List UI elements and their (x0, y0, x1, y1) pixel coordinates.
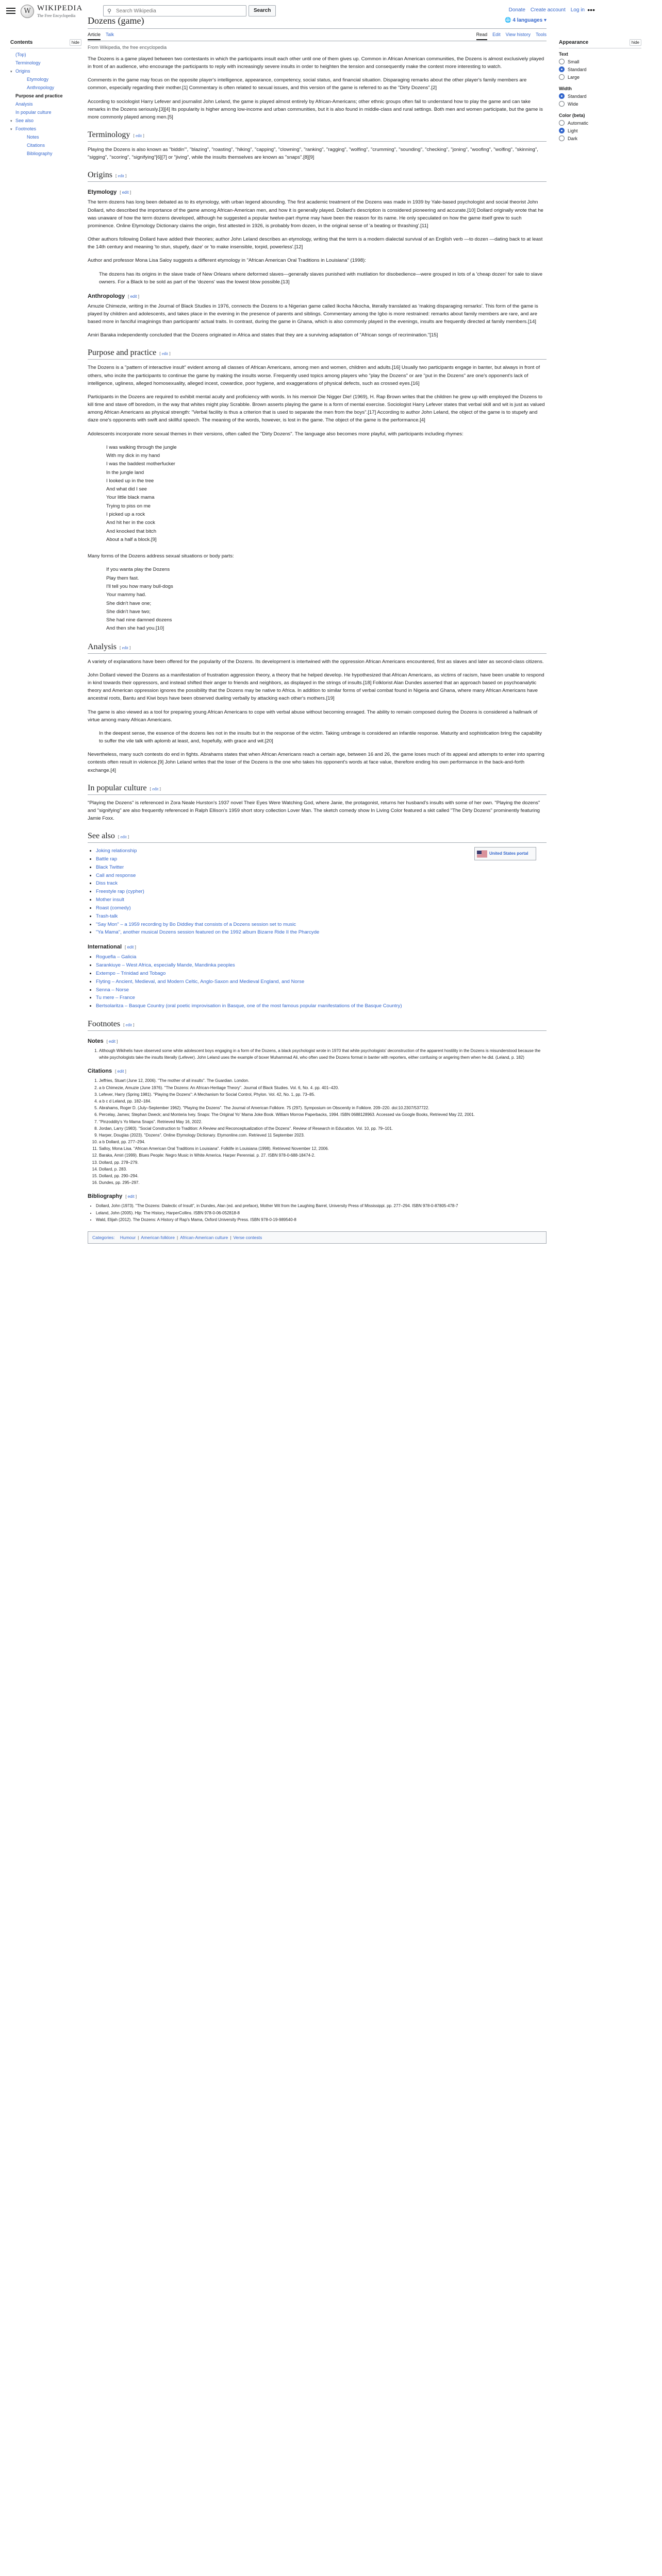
citations-heading (88, 1068, 547, 1074)
see-also-link[interactable]: Joking relationship (96, 848, 137, 854)
edit-link[interactable]: [ edit ] (120, 190, 131, 195)
color-radio[interactable] (559, 135, 565, 141)
international-link[interactable]: Extempo – Trinidad and Tobago (96, 970, 166, 976)
rhyme-block (106, 566, 547, 633)
subsection-title: Citations (88, 1068, 112, 1075)
see-also-link[interactable]: Roast (comedy) (96, 905, 131, 911)
toc-hide-button[interactable]: hide (70, 39, 81, 46)
category-separator: | (176, 1234, 178, 1240)
international-item (96, 978, 547, 986)
category-link[interactable]: African-American culture (180, 1234, 228, 1240)
anthropology-paragraph: Amuzie Chimezie, writing in the Journal of Black Studies in 1976, connects the Dozens to a Nigerian game called Ikocha Nkocha, literally translated as 'making disparaging remarks'. This form of the game is played by children and adolescents, and takes place in the evening in the presence of parents and siblings. Commentary among the Igbo is more restrained: remarks about family members are rare, and are based more in fanciful imaginings than participants' actual traits. In contrast, during the game in Ghana, which is also commonly played in the evenings, insults are frequently directed at family members.[14] (88, 303, 538, 325)
rhyme-block (106, 444, 547, 545)
from-wikipedia: From Wikipedia, the free encyclopedia (88, 45, 167, 50)
toc-item-label: Citations (27, 143, 45, 148)
subsection-title: International (88, 944, 122, 951)
text-size-radio[interactable] (559, 66, 565, 72)
width-option-label: Standard (568, 93, 587, 99)
site-tagline: The Free Encyclopedia (37, 13, 76, 18)
personal-link[interactable]: Create account (530, 7, 566, 13)
international-item (96, 1002, 547, 1010)
see-also-item (96, 896, 319, 904)
citation-item: 9. Harper, Douglas (2023). "Dozens". Online Etymology Dictionary. Etymonline.com. Retrieved 11 September 2023. (99, 1132, 547, 1139)
toc-item-label: Bibliography (27, 151, 53, 156)
toc-item-label: Etymology (27, 77, 49, 82)
section-heading-origins (88, 171, 547, 182)
toc-item-label: Purpose and practice (15, 93, 63, 98)
see-also-link[interactable]: "Say Mon" – a 1959 recording by Bo Diddley that consists of a Dozens session set to music (96, 921, 296, 927)
section-title: Terminology (88, 130, 130, 140)
color-option-label: Automatic (568, 120, 589, 126)
toc-item-label: (Top) (15, 52, 26, 57)
width-radio[interactable] (559, 101, 565, 107)
portal-link[interactable]: United States portal (489, 851, 528, 856)
international-item (96, 961, 547, 970)
see-also-item (96, 928, 319, 937)
bibliography-item: • Wald, Elijah (2012). The Dozens: A History of Rap's Mama, Oxford University Press. ISBN 978-0-19-989540-8 (96, 1216, 547, 1223)
section-title: Purpose and practice (88, 348, 157, 358)
rhyme-line: If you wanta play the Dozens (106, 567, 170, 573)
intro-paragraph: Comments in the game may focus on the opposite player's intelligence, appearance, competency, social status, and financial situation. Disparaging remarks about the other player's family members are common, especially regarding their mother.[1] Commentary is often related to sexual issues, and this version of the game is referred to as the "Dirty Dozens".[2] (88, 77, 527, 91)
rhyme-line: I was walking through the jungle (106, 444, 177, 450)
citation-item: 8. Jordan, Larry (1983). "Social Construction to Tradition: A Review and Reconceptualization of the Dozens". Review of Research in Education. Vol. 10, pp. 79–101. (99, 1125, 547, 1132)
subsection-heading-anthropology (88, 293, 547, 299)
citation-item: 16. Dundes, pp. 295–297. (99, 1179, 547, 1186)
see-also-item (96, 912, 319, 921)
international-link[interactable]: Tu mere – France (96, 995, 135, 1001)
analysis-paragraph: A variety of explanations have been offered for the popularity of the Dozens. Its development is intertwined with the oppression African Americans encountered, first as slaves and later as second-class citizens. (88, 658, 544, 665)
site-name: WIKIPEDIA (37, 4, 83, 12)
color-option-label: Dark (568, 135, 578, 141)
citation-item: 5. Abrahams, Roger D. (July–September 1962). "Playing the Dozens". The Journal of American Folklore. 75 (297). Symposium on Obscenity in Folklore. 209–220. doi:10.2307/537722. (99, 1105, 547, 1111)
toc-item-label: Terminology (15, 60, 41, 65)
citation-item: 4. a b c d Leland, pp. 182–184. (99, 1098, 547, 1105)
tab-edit[interactable]: Edit (492, 32, 501, 37)
text-size-radio[interactable] (559, 59, 565, 64)
section-heading-see-also (88, 832, 547, 843)
text-size-option[interactable] (559, 59, 641, 64)
category-separator: | (230, 1234, 231, 1240)
citation-item: 14. Dollard, p. 283. (99, 1166, 547, 1173)
personal-link[interactable]: Log in (570, 7, 585, 13)
edit-link[interactable]: [ edit ] (123, 1023, 135, 1028)
section-heading-purpose (88, 348, 547, 360)
citation-item: 2. a b Chimezie, Amuzie (June 1976). "The Dozens: An African-Heritage Theory". Journal of Black Studies. Vol. 6, No. 4. pp. 401–420. (99, 1084, 547, 1091)
toc-item[interactable] (10, 108, 81, 116)
toc-item-label: Origins (15, 69, 30, 74)
tab-tools[interactable]: Tools (535, 32, 547, 37)
section-title: In popular culture (88, 783, 147, 792)
section-title: Origins (88, 171, 112, 180)
search-icon: ⚲ (107, 8, 112, 14)
color-option[interactable] (559, 120, 641, 126)
analysis-quote: In the deepest sense, the essence of the dozens lies not in the insults but in the response of the victim. Taking umbrage is considered an infantile response. Maturity and sophistication bring the capability to suffer the vile talk with aplomb at least, and, hopefully, with grace and wit.[20] (99, 730, 542, 744)
subsection-title: Bibliography (88, 1193, 123, 1200)
language-button[interactable]: 🌐 4 languages ▾ (505, 18, 547, 23)
chevron-down-icon[interactable]: ▾ (10, 120, 12, 123)
chevron-down-icon[interactable]: ▾ (10, 70, 12, 74)
citation-item: 3. Lefever, Harry (Spring 1981). "Playing the Dozens": A Mechanism for Social Control, Phylon. Vol. 42, No. 1, pp. 73–85. (99, 1091, 547, 1098)
edit-link[interactable]: [ edit ] (125, 1194, 137, 1199)
citation-item: 13. Dollard, pp. 278–279. (99, 1159, 547, 1166)
category-separator: | (138, 1234, 139, 1240)
see-also-link[interactable]: Call and response (96, 872, 136, 878)
purpose-paragraph: Many forms of the Dozens address sexual situations or body parts: (88, 553, 234, 560)
citation-item: 12. Baraka, Amiri (1999). Blues People: Negro Music in White America. Harper Perennial. p. 27. ISBN 978-0-688-18474-2. (99, 1152, 547, 1159)
rhyme-line: And knocked that bitch (106, 528, 157, 534)
categories-label[interactable]: Categories: (92, 1234, 115, 1240)
see-also-link[interactable]: "Ya Mama", another musical Dozens session featured on the 1992 album Bizarre Ride II the Pharcyde (96, 929, 320, 936)
section-title: Footnotes (88, 1020, 121, 1029)
toc-item[interactable] (10, 75, 81, 83)
chevron-down-icon[interactable]: ▾ (10, 128, 12, 131)
toc-item[interactable] (10, 133, 81, 141)
see-also-link[interactable]: Freestyle rap (cypher) (96, 889, 144, 895)
edit-link[interactable]: [ edit ] (115, 1069, 126, 1074)
see-also-link[interactable]: Black Twitter (96, 864, 124, 870)
toc-item[interactable] (10, 83, 81, 92)
bibliography-list (88, 1202, 547, 1223)
rhyme-line: She had nine damned dozens (106, 617, 172, 623)
main-menu-button[interactable] (6, 6, 15, 14)
see-also-item (96, 921, 319, 929)
see-also-item (96, 888, 319, 896)
citation-item: 10. a b Dollard, pp. 277–294. (99, 1139, 547, 1145)
international-item (96, 953, 547, 961)
rhyme-line: I was the baddest motherfucker (106, 461, 175, 467)
section-heading-footnotes (88, 1020, 547, 1031)
width-option[interactable] (559, 101, 641, 107)
toc-item-label: Footnotes (15, 126, 37, 131)
see-also-item (96, 879, 319, 888)
see-also-link[interactable]: Battle rap (96, 856, 118, 862)
edit-link[interactable]: [ edit ] (120, 645, 131, 650)
subsection-heading-etymology (88, 189, 547, 195)
section-heading-analysis (88, 642, 547, 654)
see-also-link[interactable]: Trash-talk (96, 913, 118, 919)
toc-item[interactable] (10, 149, 81, 158)
bibliography-heading (88, 1193, 547, 1199)
rhyme-line: And then she had you.[10] (106, 625, 164, 632)
notes-list (88, 1047, 547, 1061)
color-label: Color (beta) (559, 113, 585, 118)
category-box (88, 1231, 547, 1244)
rhyme-line: I'll tell you how many bull-dogs (106, 584, 173, 589)
section-heading-popular-culture (88, 784, 547, 795)
appearance-title: Appearance (559, 40, 589, 45)
anthropology-paragraph: Amiri Baraka independently concluded that the Dozens originated in Africa and states that they are a surviving adaptation of "African songs of recrimination."[15] (88, 332, 438, 338)
personal-tools (509, 7, 585, 13)
site-logo[interactable] (21, 4, 82, 18)
color-group (559, 113, 641, 141)
category-link[interactable]: Verse contests (233, 1234, 262, 1240)
toc-item[interactable] (10, 116, 81, 125)
etymology-paragraph: The term dozens has long been debated as to its etymology, with urban legend abounding. The first academic treatment of the Dozens was made in 1939 by Yale-based psychologist and social theorist John Dollard, who described the importance of the game among African-American men, and how it is generally played. Dollard's description is considered pioneering and accurate.[10] Dollard originally wrote that he was unaware of how the term dozens developed, although he suggested a popular twelve-part rhyme may have been the reason for its name. He only speculated on how the game itself grew to such prominence. Online Etymology Dictionary claims the origin, first attested in 1926, is probably from dozen, in the original sense of 'a beating or thrashing'.[11] (88, 199, 543, 229)
international-link[interactable]: Roguefla – Galicia (96, 954, 137, 960)
article-body (88, 55, 547, 1244)
edit-link[interactable]: [ edit ] (106, 1039, 118, 1044)
page-title: Dozens (game) (88, 15, 144, 26)
international-item (96, 970, 547, 978)
color-radio[interactable] (559, 120, 565, 126)
rhyme-line: I picked up a rock (106, 512, 145, 518)
citation-item: 6. Percelay, James; Stephan Dweck; and Monteria Ivey. Snaps: The Original Yo' Mama Joke Book. William Morrow Paperbacks, 1994. ISBN 0688128963. Accessed via Google Books, Retrieved May 22, 2001. (99, 1111, 547, 1118)
rhyme-line: She didn't have one; (106, 600, 152, 606)
citation-item: 1. Jeffries, Stuart (June 12, 2006). "The mother of all insults". The Guardian. London. (99, 1077, 547, 1084)
more-options-icon[interactable]: ••• (587, 6, 595, 14)
toc-item-label: See also (15, 118, 34, 123)
rhyme-line: About a half a block.[9] (106, 536, 157, 543)
width-group (559, 86, 641, 107)
see-also-link[interactable]: Mother insult (96, 897, 124, 903)
see-also-item (96, 847, 319, 855)
toc-item[interactable] (10, 67, 81, 75)
see-also-item (96, 855, 319, 863)
toc-item[interactable] (10, 100, 81, 108)
international-item (96, 994, 547, 1002)
citation-item: 7. "Pinzoddity's Yo Mama Snaps". Retrieved May 16, 2022. (99, 1118, 547, 1125)
width-label: Width (559, 86, 572, 91)
toc-item-label: Analysis (15, 101, 33, 107)
international-list (88, 953, 547, 1010)
toc-item[interactable] (10, 50, 81, 59)
toc-item[interactable] (10, 59, 81, 67)
etymology-quote: The dozens has its origins in the slave trade of New Orleans where deformed slaves—generally slaves punished with mutilation for disobedience—were grouped in lots of a 'cheap dozen' for sale to slave owners. For a Black to be sold as part of the 'dozens' was the lowest blow possible.[13] (99, 271, 543, 285)
purpose-paragraph: Adolescents incorporate more sexual themes in their versions, often called the "Dirty Dozens". The language also becomes more playful, with participants including rhymes: (88, 431, 464, 437)
popular-culture-paragraph: "Playing the Dozens" is referenced in Zora Neale Hurston's 1937 novel Their Eyes Were Watching God, where Janie, the protagonist, returns her husband's insults with some of her own. "Playing the dozens" and "signifying" are also frequently referenced in Ralph Ellison's 1959 short story collection Lover Man. The sketch comedy show In Living Color featured a skit called "The Dirty Dozens" prominently featuring Jamie Foxx. (88, 800, 540, 821)
intro-paragraph: The Dozens is a game played between two contestants in which the participants insult each other until one of them gives up. Common in African American communities, the Dozens is almost exclusively played in front of an audience, who encourage the participants to reply with increasingly severe insults in order to heighten the tension and consequently make the contest more interesting to watch. (88, 56, 544, 70)
rhyme-line: Your mammy had. (106, 592, 146, 598)
language-count: 4 languages (512, 18, 543, 23)
purpose-paragraph: Participants in the Dozens are required to exhibit mental acuity and proficiency with words. In his memoir Die Nigger Die! (1969), H. Rap Brown writes that the children he grew up with employed the Dozens to kill time and stave off boredom, in the way that whites might play Scrabble. Brown asserts playing the game is a form of mental exercise. Sociologist Harry Lefever states that verbal skill and wit is just as valued among African Americans as physical strength: "Verbal facility is thus a criterion that is used to separate the men from the boys".[17] According to author John Leland, the object of the game is to stupefy and daze one's opponents with swift and skillful speech. The meaning of the words, however, is lost in the game. The object of the game is the performance.[4] (88, 394, 545, 423)
see-also-item (96, 872, 319, 880)
width-radio[interactable] (559, 93, 565, 99)
text-size-option[interactable] (559, 66, 641, 72)
rhyme-line: With my dick in my hand (106, 452, 160, 459)
international-link[interactable]: Senna – Norse (96, 987, 129, 993)
toc-item[interactable] (10, 92, 81, 100)
color-option[interactable] (559, 128, 641, 133)
section-title: Analysis (88, 642, 117, 651)
page-tabs (88, 29, 547, 41)
international-link[interactable]: Sarankiuye – West Africa, especially Mande, Mandinka peoples (96, 962, 235, 969)
wikipedia-globe-icon: W (21, 5, 34, 18)
rhyme-line: Your little black mama (106, 495, 155, 501)
rhyme-line: In the jungle land (106, 469, 144, 476)
tab-read[interactable]: Read (476, 32, 488, 40)
search-button[interactable]: Search (249, 5, 276, 16)
toc-item[interactable] (10, 141, 81, 149)
text-size-label: Text (559, 52, 568, 57)
citation-item: 15. Dollard, pp. 290–294. (99, 1173, 547, 1179)
edit-link[interactable]: [ edit ] (118, 835, 129, 840)
personal-link[interactable]: Donate (508, 7, 525, 13)
edit-link[interactable]: [ edit ] (115, 174, 127, 179)
intro-paragraph: According to sociologist Harry Lefever and journalist John Leland, the game is played almost entirely by African-Americans; other ethnic groups often fail to understand how to play the game and can take remarks in the Dozens seriously.[3][4] Its popularity is higher among low-income and urban communities, but it is also found in middle-class and rural settings. Both men and women participate, but the game is more commonly played among men.[5] (88, 98, 543, 120)
rhyme-line: And what did I see (106, 486, 147, 493)
category-link[interactable]: American folklore (141, 1234, 175, 1240)
analysis-paragraph: Nevertheless, many such contests do end in fights. Abrahams states that when African Americans reach a certain age, between 16 and 26, the game loses much of its appeal and attempts to enter into sparring contests often result in violence.[9] John Leland writes that the loser of the Dozens is the one who takes his opponent's words at face value, therefore ending his own performance in the back-and-forth exchange.[4] (88, 752, 544, 773)
see-also-item (96, 904, 319, 912)
edit-link[interactable]: [ edit ] (125, 945, 136, 950)
us-flag-icon (477, 851, 487, 857)
rhyme-line: And hit her in the cock (106, 520, 155, 526)
tab-talk[interactable]: Talk (106, 32, 114, 37)
international-link[interactable]: Bertsolaritza – Basque Country (oral poetic improvisation in Basque, one of the most famous popular manifestations of the Basque Country) (96, 1003, 402, 1009)
category-link[interactable]: Humour (120, 1234, 136, 1240)
toc-item-label: Notes (27, 134, 39, 140)
section-title: See also (88, 832, 115, 841)
toc-item-label: Anthropology (27, 85, 55, 90)
text-size-option[interactable] (559, 74, 641, 80)
notes-heading (88, 1038, 547, 1044)
see-also-item (96, 863, 319, 872)
citations-list (88, 1077, 547, 1186)
purpose-paragraph: The Dozens is a "pattern of interactive insult" evident among all classes of African Americans, among men and women, children and adults.[16] Usually two participants engage in banter, but always in front of others, who incite the participants to continue the game by making the insults worse. Frequently used topics among players who "play the Dozens" or are "put in the Dozens" are one's opponent's lack of intelligence, ugliness, alleged homosexuality, alleged incest, cowardice, poor hygiene, and exaggerations of physical defects, such as crossed eyes.[16] (88, 365, 540, 386)
color-radio[interactable] (559, 128, 565, 133)
edit-link[interactable]: [ edit ] (128, 294, 139, 299)
see-also-list (88, 847, 319, 937)
edit-link[interactable]: [ edit ] (150, 786, 161, 791)
edit-link[interactable]: [ edit ] (133, 133, 144, 139)
toc-item-label: In popular culture (15, 110, 52, 115)
international-item (96, 986, 547, 994)
text-size-option-label: Large (568, 74, 580, 80)
section-heading-terminology (88, 130, 547, 142)
rhyme-line: I looked up in the tree (106, 478, 154, 484)
color-option-label: Light (568, 128, 578, 133)
terminology-paragraph: Playing the Dozens is also known as "biddin'", "blazing", "roasting", "hiking", "capping", "clowning", "ranking", "ragging", "wolfing", "crumming", "sounding", "checking", "joning", "woofing", "wolfing", "skinning", "sigging", "scoring", "signifying"[6][7] or "jiving", while the insults themselves are known as "snaps".[8][9] (88, 147, 538, 161)
text-size-group (559, 52, 641, 80)
appearance-panel (559, 39, 641, 147)
rhyme-line: Play them fast. (106, 575, 139, 581)
analysis-paragraph: John Dollard viewed the Dozens as a manifestation of frustration aggression theory, a theory that he helped develop. He hypothesized that African Americans, as victims of racism, have been unable to respond in kind towards their oppressors, and instead shifted their anger to friends and neighbors, as displayed in the strings of insults.[18] Folklorist Alan Dundes asserted that an approach based on psychoanalytic theory and American oppression ignores the possibility that the Dozens may be native to Africa. In addition to similar forms of verbal combat found in Nigeria and Ghana, where many African Americans have ancestral roots, Bantu and Kiwi boys have been observed dueling verbally by attacking each other's mothers.[19] (88, 672, 544, 702)
tab-view-history[interactable]: View history (505, 32, 531, 37)
edit-link[interactable]: [ edit ] (159, 351, 171, 357)
analysis-paragraph: The game is also viewed as a tool for preparing young African Americans to cope with verbal abuse without becoming enraged. The ability to remain composed during the Dozens is considered a hallmark of virtue among many African Americans. (88, 709, 538, 723)
bibliography-item: • Dollard, John (1973). "The Dozens: Dialectic of Insult", in Dundes, Alan (ed. and preface), Mother Wit from the Laughing Barrel, University Press of Mississippi. pp. 277–294. ISBN 978-0-87805-478-7 (96, 1202, 547, 1209)
rhyme-line: Trying to piss on me (106, 503, 151, 509)
us-portal-box[interactable] (474, 847, 536, 860)
toc-item[interactable] (10, 125, 81, 133)
main-content (88, 13, 547, 1244)
text-size-radio[interactable] (559, 74, 565, 80)
subsection-heading-international (88, 944, 547, 950)
international-link[interactable]: Flyting – Ancient, Medieval, and Modern Celtic, Anglo-Saxon and Medieval England, and Norse (96, 978, 305, 985)
toc-title: Contents (10, 40, 33, 45)
citation-item: 11. Salloy, Mona Lisa. "African American Oral Traditions in Louisiana". Folklife in Louisiana (1998). Retrieved November 12, 2006. (99, 1145, 547, 1152)
tab-article[interactable]: Article (88, 32, 101, 40)
table-of-contents (10, 39, 81, 158)
width-option[interactable] (559, 93, 641, 99)
note-item: 1. Although Wikihelis have observed some white adolescent boys engaging in a form of the Dozens, a black psychologist wrote in 1970 that white psychologists' deconstruction of the apparent hostility in the Dozens is misunderstood because the white psychologists take the insults literally (Lefever). John Leland uses the example of boxer Muhammad Ali, who often used the Dozens format in banter with reporters, either confusing or angering them when he did. (Leland, p. 182) (99, 1047, 547, 1061)
subsection-title: Anthropology (88, 293, 125, 299)
color-option[interactable] (559, 135, 641, 141)
width-option-label: Wide (568, 101, 578, 107)
etymology-paragraph: Other authors following Dollard have added their theories; author John Leland describes an etymology, writing that the term is a modern dialectal survival of an English verb —to dozen —dating back to at least the 14th century and meaning 'to stun, stupefy, daze' or 'to make insensible, torpid, powerless'.[12] (88, 236, 543, 250)
subsection-title: Notes (88, 1038, 104, 1045)
rhyme-line: She didn't have two; (106, 608, 151, 615)
subsection-title: Etymology (88, 189, 117, 196)
text-size-option-label: Standard (568, 66, 587, 72)
see-also-link[interactable]: Diss track (96, 880, 118, 887)
etymology-paragraph: Author and professor Mona Lisa Saloy suggests a different etymology in "African American Oral Traditions in Louisiana" (1998): (88, 258, 366, 264)
text-size-option-label: Small (568, 59, 580, 64)
bibliography-item: • Leland, John (2005). Hip: The History, HarperCollins. ISBN 978-0-06-052818-8 (96, 1210, 547, 1216)
appearance-hide-button[interactable]: hide (630, 39, 641, 46)
